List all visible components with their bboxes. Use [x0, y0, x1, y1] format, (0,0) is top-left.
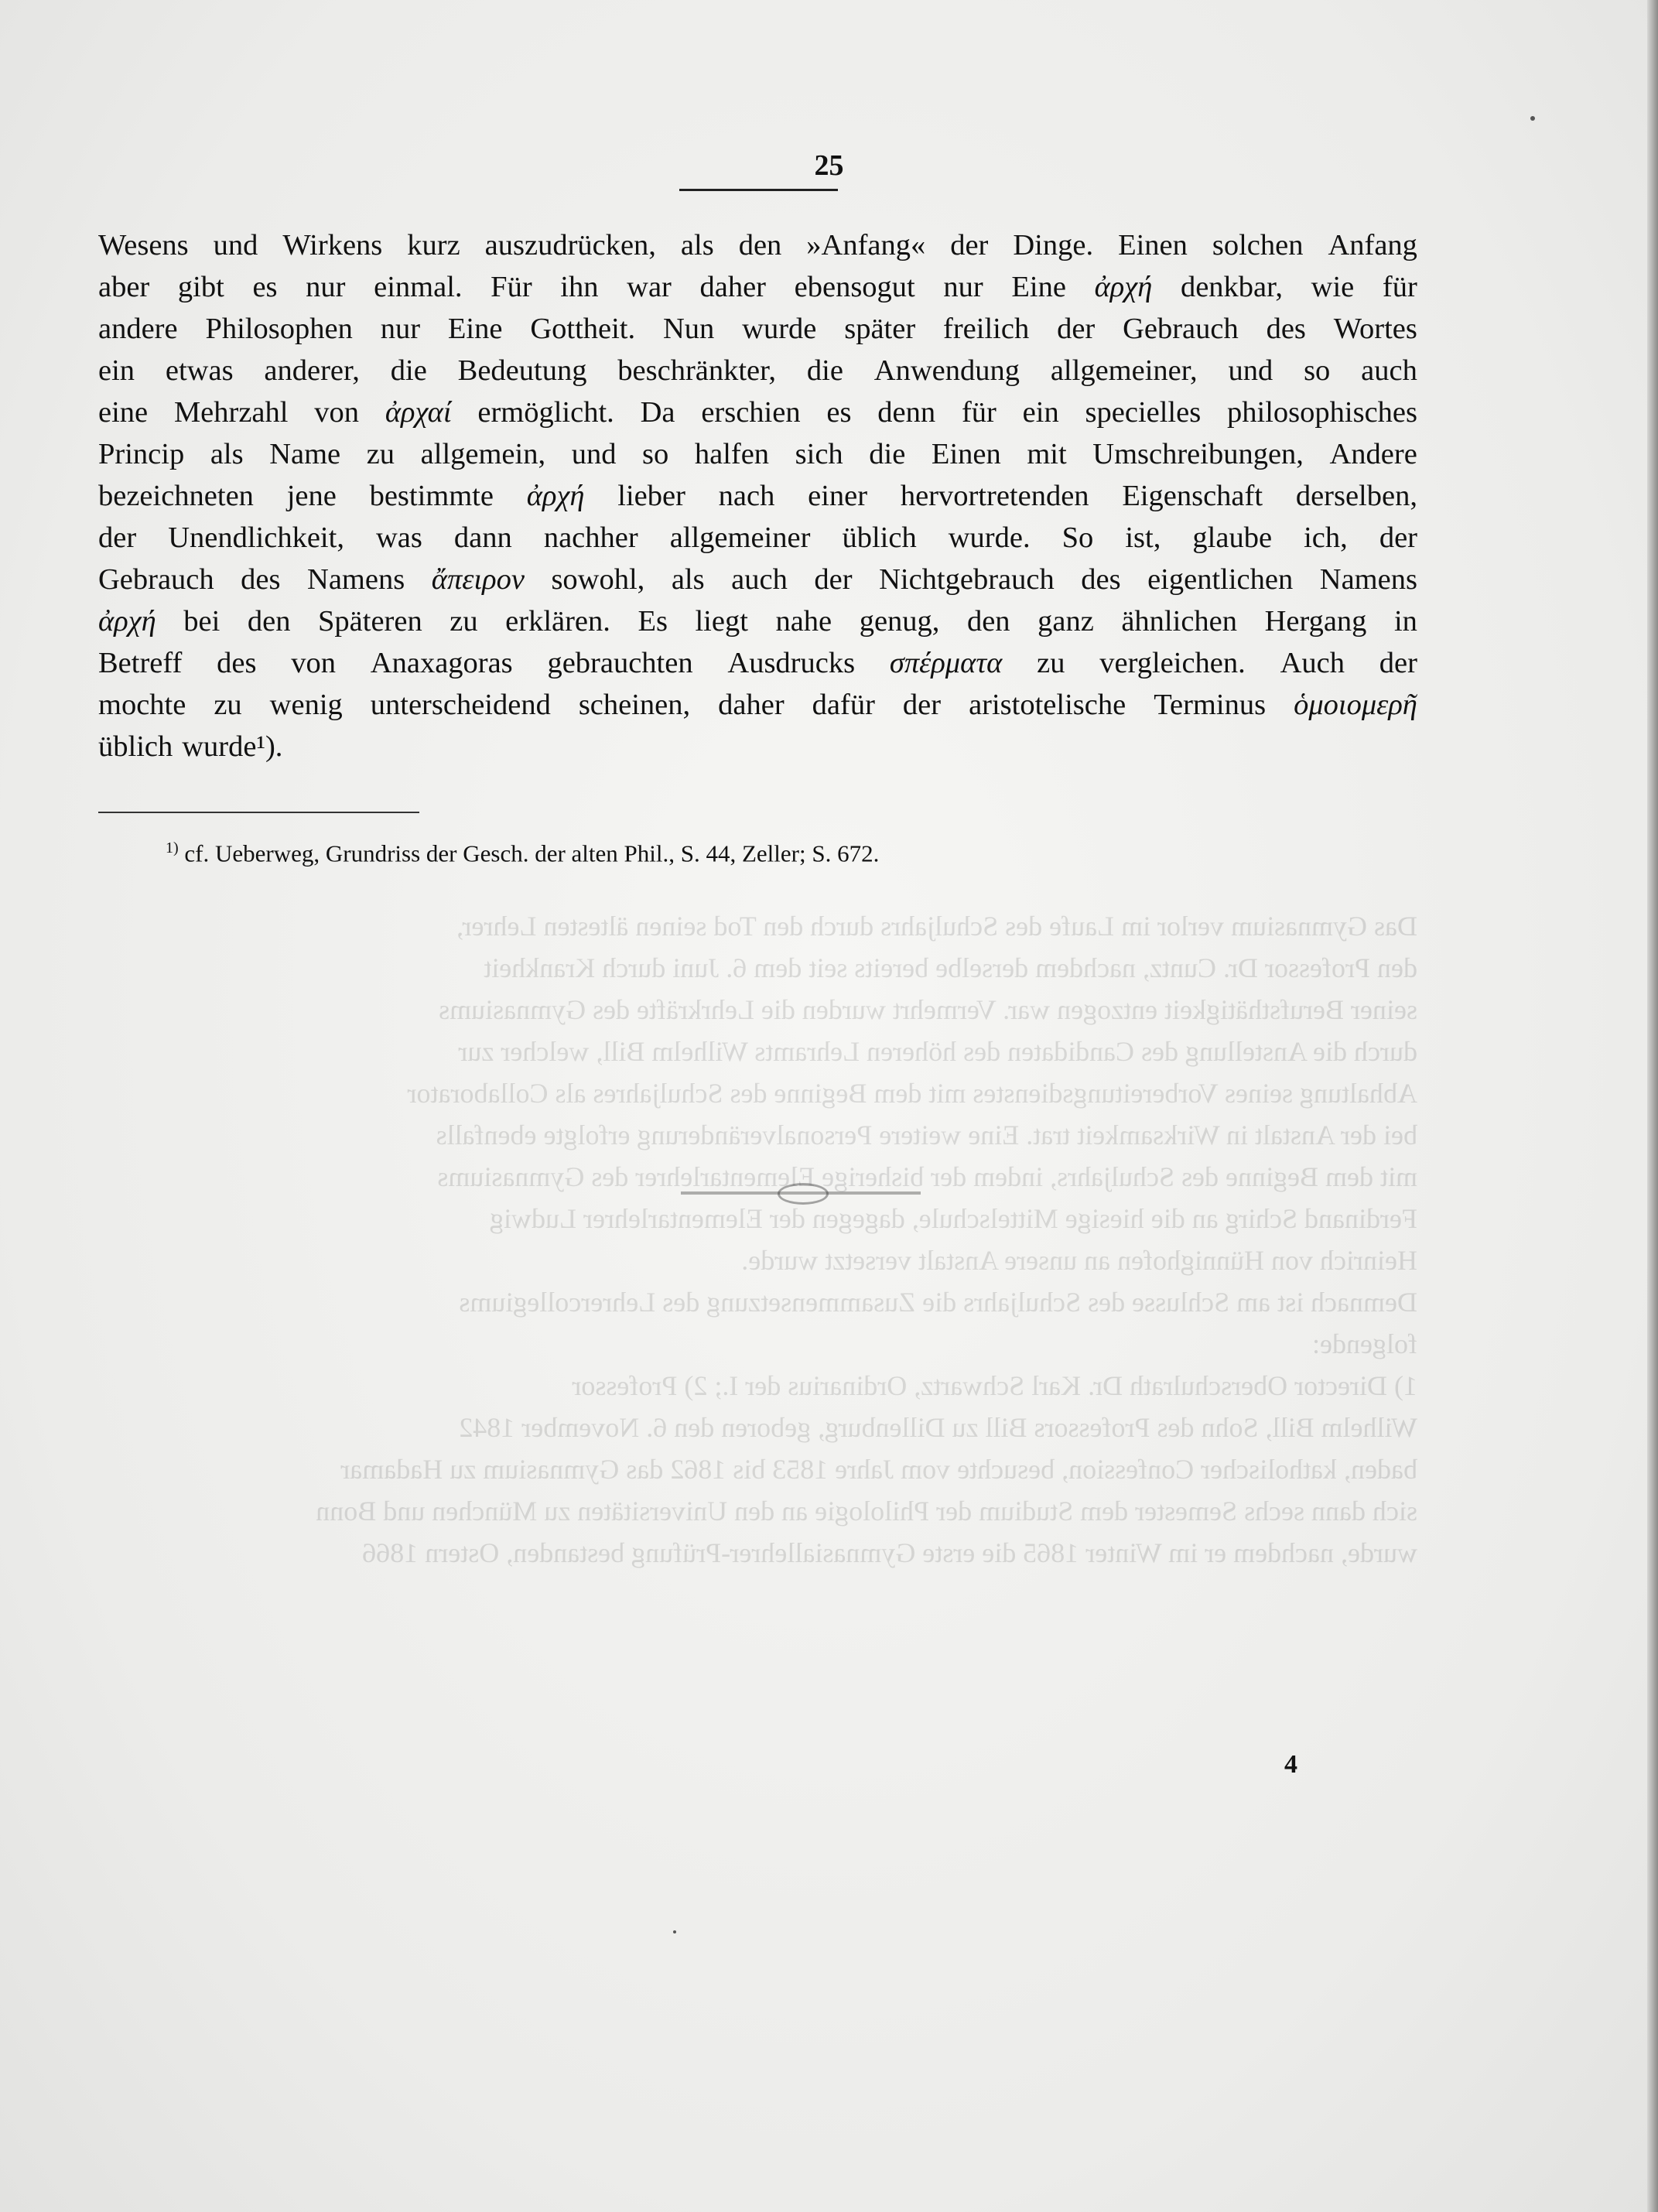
word: Nichtgebrauch — [879, 563, 1055, 596]
word: üblich — [842, 521, 917, 554]
word: Terminus — [1154, 689, 1267, 721]
word: derselben, — [1295, 480, 1417, 512]
word: Hergang — [1264, 605, 1367, 638]
word: mochte — [98, 689, 186, 721]
word: Gebrauch — [1123, 313, 1239, 345]
word: sich — [795, 438, 843, 470]
word: der — [950, 229, 989, 262]
word: aristotelische — [969, 689, 1126, 721]
word: nahe — [775, 605, 832, 638]
word: Umschreibungen, — [1092, 438, 1304, 470]
word: Einen — [931, 438, 1001, 470]
word: und — [213, 229, 258, 262]
word: zu — [366, 438, 395, 470]
word: was — [376, 521, 422, 554]
text-line — [98, 433, 1417, 475]
word: allgemein, — [420, 438, 546, 470]
word: Ausdrucks — [727, 647, 856, 679]
word: nur — [380, 313, 421, 345]
word: Gebrauch — [98, 563, 214, 596]
word: auch — [1361, 354, 1417, 387]
text-line — [98, 726, 1417, 768]
word: einmal. — [374, 271, 463, 303]
word: als — [671, 563, 705, 596]
word: erklären. — [505, 605, 610, 638]
word: der — [902, 689, 942, 721]
word: solchen — [1212, 229, 1304, 262]
footnote-marker: 1) — [166, 839, 179, 856]
word: Wesens — [98, 229, 189, 262]
word: Späteren — [318, 605, 422, 638]
word: die — [869, 438, 906, 470]
word: scheinen, — [578, 689, 691, 721]
text-line — [98, 475, 1417, 517]
word: des — [241, 563, 281, 596]
word: den — [738, 229, 782, 262]
word: glaube — [1192, 521, 1273, 554]
word: ebensogut — [794, 271, 915, 303]
word: Anaxagoras — [370, 647, 513, 679]
word: für — [961, 396, 997, 429]
word: Einen — [1118, 229, 1188, 262]
word: vergleichen. — [1099, 647, 1246, 679]
word: Andere — [1329, 438, 1417, 470]
word: einer — [808, 480, 868, 512]
scan-speck — [673, 1930, 676, 1933]
text-line — [98, 642, 1417, 684]
word: wenig — [269, 689, 343, 721]
word: eine — [98, 396, 149, 429]
word: Da — [640, 396, 675, 429]
word: nur — [306, 271, 346, 303]
word: denkbar, — [1180, 271, 1284, 303]
word: des — [217, 647, 257, 679]
word: aber — [98, 271, 150, 303]
greek-word: ἀρχή — [1094, 271, 1153, 303]
word: Eigenschaft — [1122, 480, 1263, 512]
word: der — [1379, 647, 1417, 679]
word: genug, — [859, 605, 940, 638]
word: Anfang — [1328, 229, 1417, 262]
word: der — [1379, 521, 1417, 554]
word: Name — [269, 438, 341, 470]
greek-word: ἀρχή — [526, 480, 585, 512]
word: Für — [491, 271, 532, 303]
word: Dinge. — [1013, 229, 1094, 262]
word: mit — [1027, 438, 1067, 470]
text-line — [98, 684, 1417, 726]
text-line — [98, 391, 1417, 433]
word: zu — [1037, 647, 1065, 679]
word: Bedeutung — [457, 354, 587, 387]
word: ist, — [1125, 521, 1161, 554]
footnote-separator — [98, 812, 419, 813]
scan-speck — [1530, 116, 1535, 121]
word: beschränkter, — [617, 354, 777, 387]
word: ein — [1022, 396, 1059, 429]
word: der — [98, 521, 137, 554]
show-through-text: Das Gymnasium verlor im Laufe des Schuljahrs durch den Tod seinen ältesten Lehrer, den Professor Dr. Cuntz, nachdem derselbe bereits seit dem 6. Juni durch Krankheit seiner Berufsthätigkeit entzogen war. Vermehrt wurden die Lehrkräfte des Gymnasiums durch die Anstellung des Candidaten des höheren Lehramts Wilhelm Bill, welcher zur Abhaltung seines Vorbereitungsdienstes mit dem Beginne des Schuljahres als Collaborator bei der Anstalt in Wirksamkeit trat. Eine weitere Personalveränderung erfolgte ebenfalls mit dem Beginne des Schuljahrs, indem der bisherige Elementarlehrer des Gymnasiums Ferdinand Schirg an die hiesige Mittelschule, dagegen der Elementarlehrer Ludwig Heinrich von Hünnighofen an unsere Anstalt versetzt wurde. Demnach ist am Schlusse des Schuljahrs die Zusammensetzung des Lehrercollegiums folgende: 1) Director Oberschulrath Dr. Karl Schwartz, Ordinarius der I.; 2) Professor Wilhelm Bill, Sohn des Professors Bill zu Dillenburg, geboren den 6. November 1842 baden, katholischer Confession, besuchte vom Jahre 1853 bis 1862 das Gymnasium zu Hadamar sich dann sechs Semester dem Studium der Philologie an den Universitäten zu München und Bonn wurde, nachdem er im Winter 1865 die erste Gymnasiallehrer-Prüfung bestanden, Ostern 1866 — [316, 911, 1417, 1568]
greek-word: ἀρχή — [98, 605, 156, 638]
word: wurde¹). — [182, 730, 283, 763]
word: jene — [286, 480, 337, 512]
greek-word: ἄπειρον — [431, 563, 525, 596]
footnote-text: cf. Ueberweg, Grundriss der Gesch. der alten Phil., S. 44, Zeller; S. 672. — [184, 839, 880, 867]
word: für — [1382, 271, 1417, 303]
word: als — [210, 438, 244, 470]
word: Nun — [662, 313, 715, 345]
word: ähnlichen — [1121, 605, 1238, 638]
word: von — [291, 647, 336, 679]
word: des — [1266, 313, 1306, 345]
word: Betreff — [98, 647, 183, 679]
word: nachher — [543, 521, 638, 554]
text-line — [98, 350, 1417, 391]
word: Namens — [1319, 563, 1417, 596]
word: und — [1228, 354, 1273, 387]
word: ihn — [560, 271, 599, 303]
word: Auch — [1280, 647, 1345, 679]
word: unterscheidend — [370, 689, 551, 721]
word: anderer, — [264, 354, 360, 387]
greek-word: σπέρματα — [889, 647, 1003, 679]
word: zu — [214, 689, 242, 721]
word: bei — [183, 605, 220, 638]
show-through-ornament — [778, 1183, 829, 1205]
greek-word: ἀρχαί — [385, 396, 452, 429]
word: nur — [943, 271, 983, 303]
word: es — [252, 271, 278, 303]
word: Eine — [447, 313, 503, 345]
word: Philosophen — [205, 313, 353, 345]
body-paragraph — [98, 224, 1417, 768]
word: halfen — [694, 438, 770, 470]
word: kurz — [407, 229, 460, 262]
word: in — [1393, 605, 1417, 638]
word: wurde — [742, 313, 817, 345]
word: Wortes — [1333, 313, 1417, 345]
word: liegt — [695, 605, 748, 638]
word: sowohl, — [551, 563, 645, 596]
text-line — [98, 266, 1417, 308]
word: allgemeiner — [669, 521, 811, 554]
word: Princip — [98, 438, 185, 470]
word: etwas — [165, 354, 234, 387]
word: Eine — [1011, 271, 1066, 303]
greek-word: ὁμοιομερῆ — [1294, 689, 1417, 721]
word: ein — [98, 354, 135, 387]
word: Namens — [307, 563, 405, 596]
word: daher — [699, 271, 766, 303]
word: allgemeiner, — [1050, 354, 1198, 387]
word: Unendlichkeit, — [168, 521, 344, 554]
page-number: 25 — [814, 149, 844, 182]
word: Anwendung — [873, 354, 1020, 387]
word: so — [642, 438, 669, 470]
page-number-rule — [679, 189, 838, 191]
word: »Anfang« — [806, 229, 926, 262]
word: so — [1304, 354, 1331, 387]
text-line — [98, 559, 1417, 600]
word: hervortretenden — [900, 480, 1089, 512]
word: lieber — [617, 480, 685, 512]
text-line — [98, 308, 1417, 350]
word: Mehrzahl — [173, 396, 289, 429]
word: daher — [718, 689, 785, 721]
word: ganz — [1038, 605, 1094, 638]
word: gibt — [177, 271, 224, 303]
page-edge-shadow — [1647, 0, 1658, 2212]
word: eigentlichen — [1147, 563, 1294, 596]
word: philosophisches — [1227, 396, 1417, 429]
word: ermöglicht. — [477, 396, 614, 429]
word: nach — [718, 480, 775, 512]
text-line — [98, 517, 1417, 559]
word: Wirkens — [282, 229, 383, 262]
word: die — [806, 354, 843, 387]
word: die — [390, 354, 427, 387]
word: erschien — [701, 396, 801, 429]
word: der — [1057, 313, 1096, 345]
signature-mark: 4 — [1284, 1750, 1297, 1779]
word: gebrauchten — [547, 647, 693, 679]
word: später — [844, 313, 916, 345]
footnote — [166, 839, 879, 867]
word: ich, — [1304, 521, 1348, 554]
word: auch — [731, 563, 788, 596]
word: üblich — [98, 730, 173, 763]
word: des — [1081, 563, 1121, 596]
word: war — [627, 271, 672, 303]
word: wurde. — [948, 521, 1031, 554]
text-line — [98, 600, 1417, 642]
word: der — [814, 563, 853, 596]
word: bezeichneten — [98, 480, 254, 512]
word: bestimmte — [369, 480, 494, 512]
word: auszudrücken, — [484, 229, 656, 262]
word: und — [571, 438, 617, 470]
word: zu — [450, 605, 478, 638]
word: dafür — [812, 689, 875, 721]
word: von — [314, 396, 360, 429]
word: freilich — [943, 313, 1030, 345]
text-line — [98, 224, 1417, 266]
word: wie — [1311, 271, 1355, 303]
word: den — [966, 605, 1010, 638]
word: Es — [638, 605, 668, 638]
word: dann — [453, 521, 512, 554]
word: Gottheit. — [530, 313, 636, 345]
word: andere — [98, 313, 178, 345]
word: denn — [877, 396, 936, 429]
word: den — [247, 605, 291, 638]
word: specielles — [1085, 396, 1202, 429]
word: als — [680, 229, 714, 262]
word: So — [1061, 521, 1094, 554]
word: es — [826, 396, 852, 429]
